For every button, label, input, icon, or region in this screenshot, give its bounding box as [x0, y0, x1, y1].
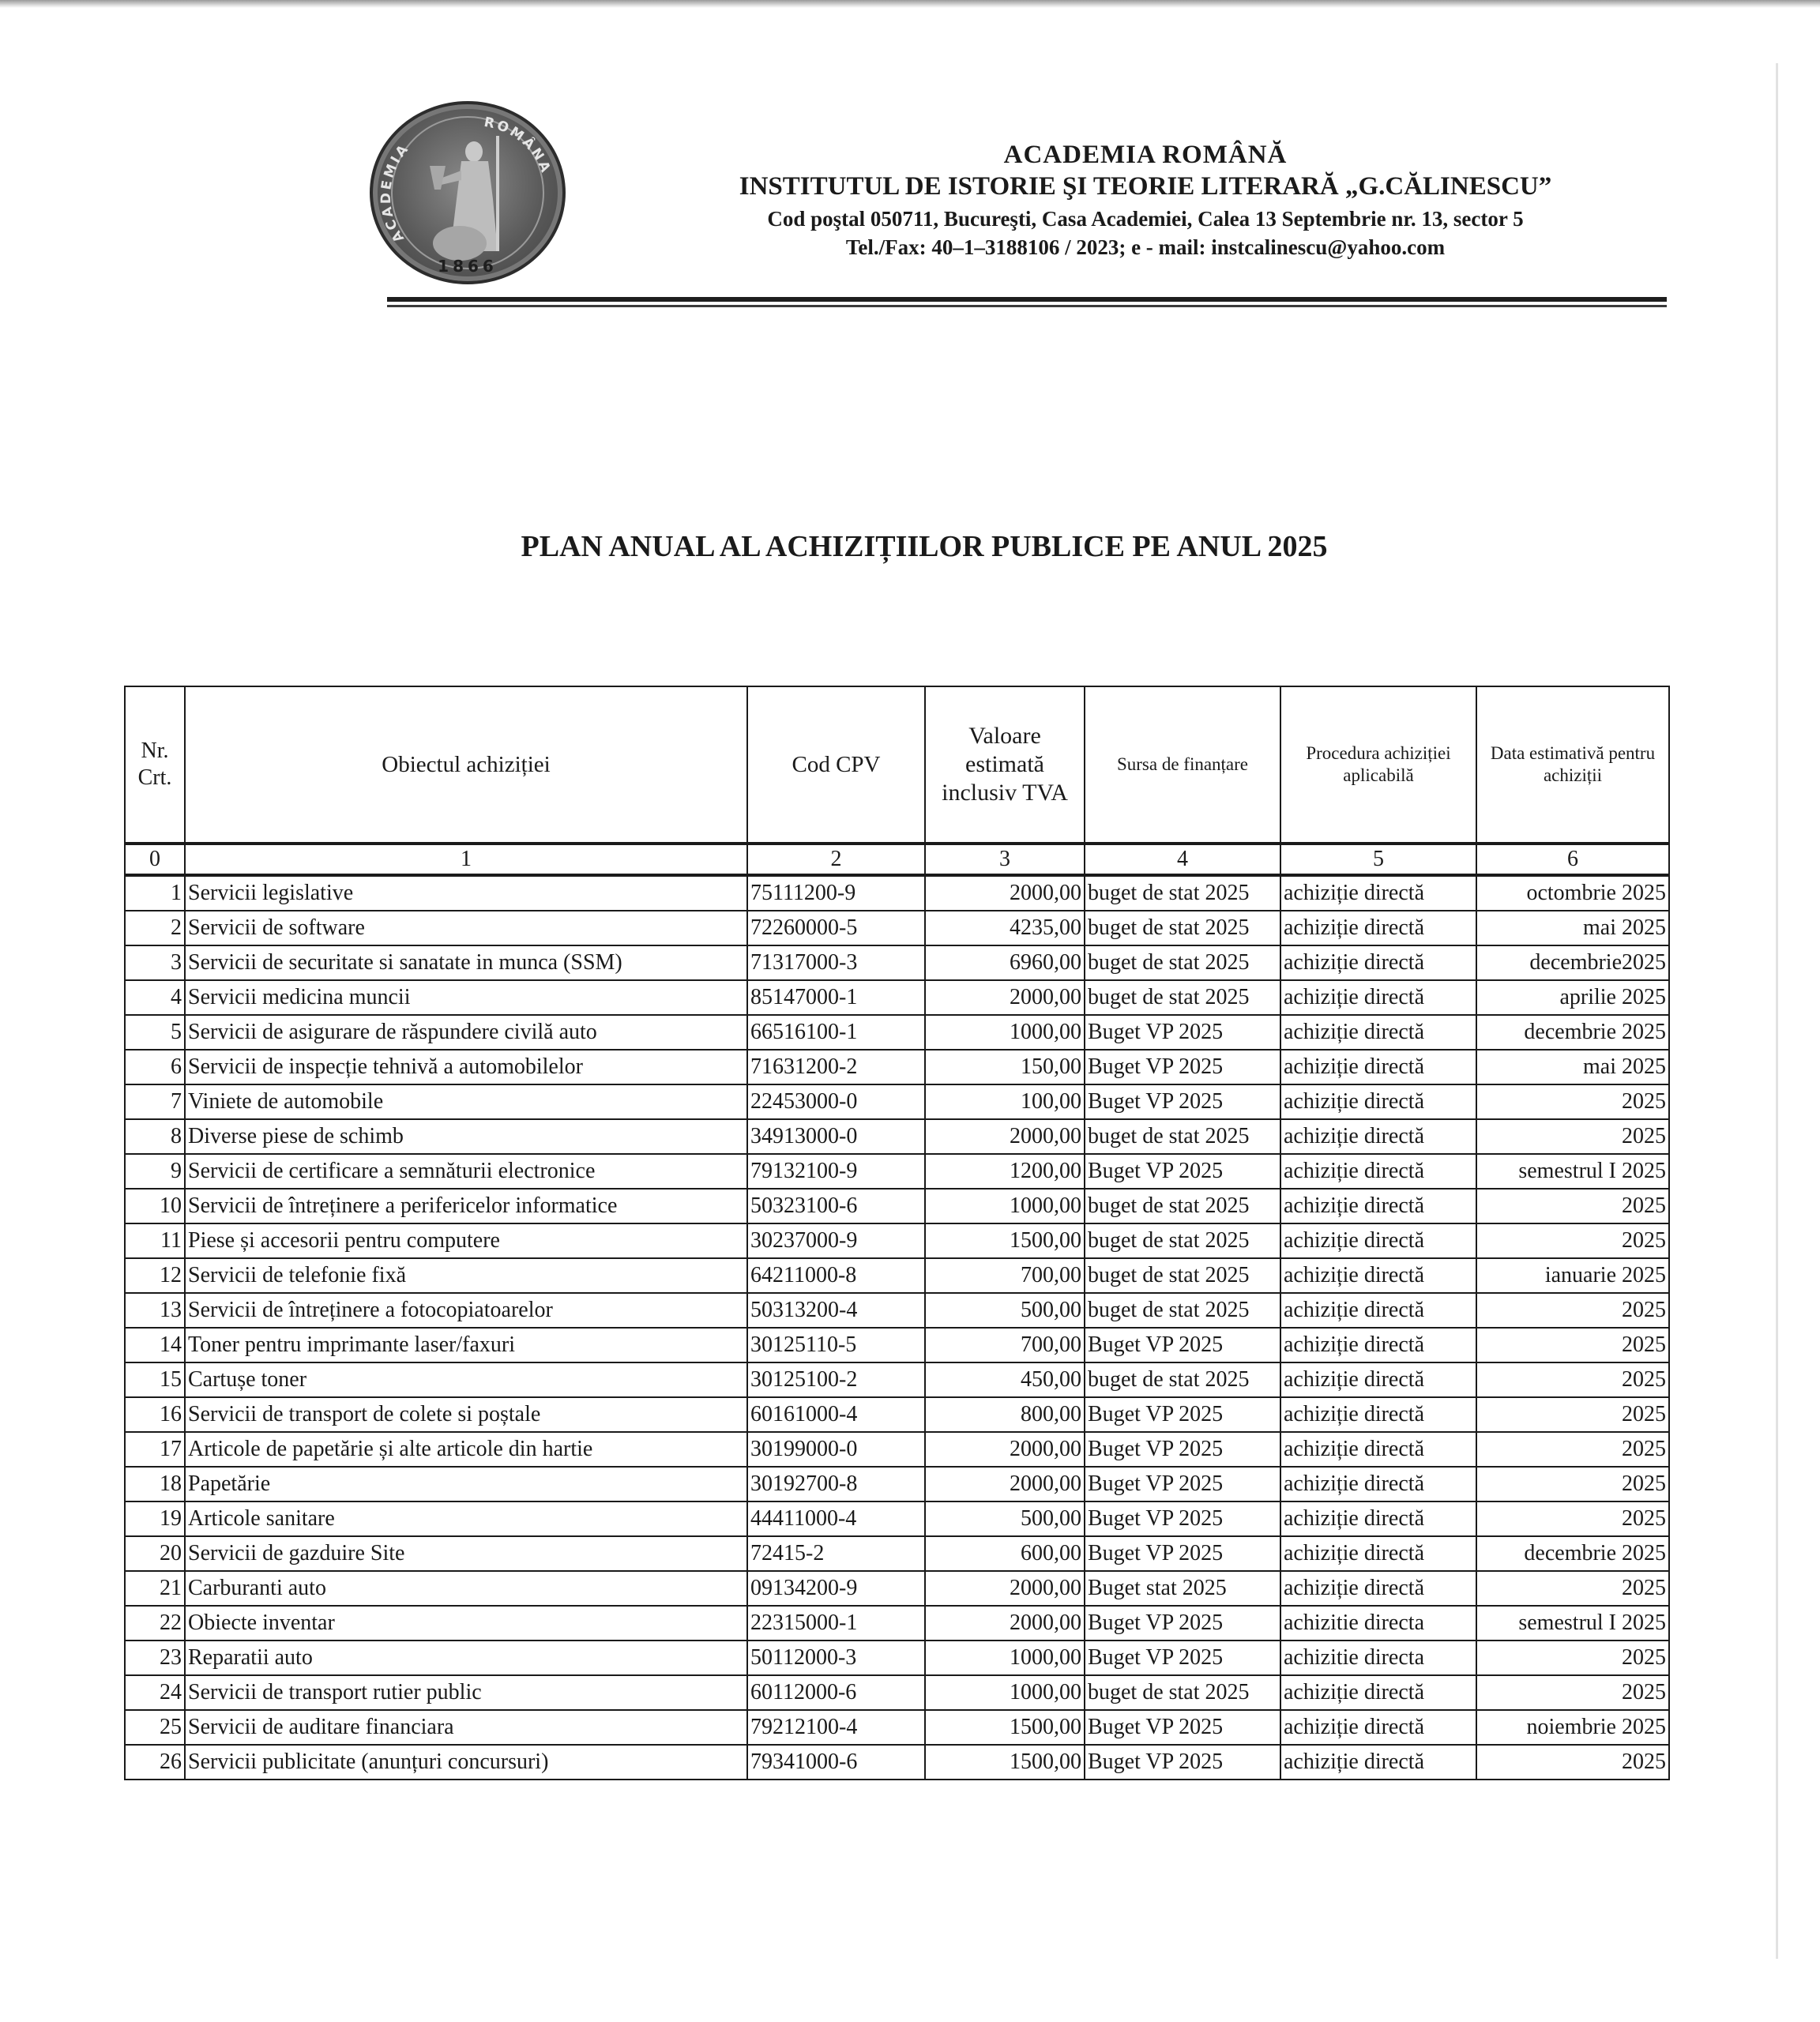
- cell-nr: 10: [125, 1189, 185, 1223]
- cell-nr: 23: [125, 1641, 185, 1675]
- cell-cpv: 30192700-8: [747, 1467, 925, 1501]
- cell-valoare: 700,00: [925, 1328, 1085, 1362]
- cell-nr: 18: [125, 1467, 185, 1501]
- cell-procedura: achiziție directă: [1280, 1154, 1476, 1189]
- cell-data: 2025: [1476, 1293, 1669, 1328]
- cell-cpv: 22315000-1: [747, 1606, 925, 1641]
- cell-nr: 25: [125, 1710, 185, 1745]
- cell-sursa: buget de stat 2025: [1085, 980, 1280, 1015]
- cell-valoare: 2000,00: [925, 1606, 1085, 1641]
- table-row: [125, 1397, 1669, 1432]
- cell-obiect: Toner pentru imprimante laser/faxuri: [185, 1328, 747, 1362]
- cell-sursa: Buget VP 2025: [1085, 1432, 1280, 1467]
- cell-data: aprilie 2025: [1476, 980, 1669, 1015]
- cell-data: mai 2025: [1476, 911, 1669, 945]
- cell-sursa: buget de stat 2025: [1085, 875, 1280, 911]
- cell-valoare: 1500,00: [925, 1710, 1085, 1745]
- table-row: [125, 1606, 1669, 1641]
- cell-obiect: Servicii de inspecție tehnivă a automobilelor: [185, 1050, 747, 1084]
- cell-cpv: 75111200-9: [747, 875, 925, 911]
- cell-nr: 8: [125, 1119, 185, 1154]
- cell-nr: 26: [125, 1745, 185, 1780]
- cell-cpv: 30125100-2: [747, 1362, 925, 1397]
- header-nr: Nr. Crt.: [125, 686, 185, 844]
- column-index: 1: [185, 844, 747, 875]
- table-row: [125, 1432, 1669, 1467]
- cell-obiect: Articole sanitare: [185, 1501, 747, 1536]
- cell-valoare: 1200,00: [925, 1154, 1085, 1189]
- seal-figure-icon: [373, 104, 562, 281]
- cell-data: 2025: [1476, 1397, 1669, 1432]
- cell-data: 2025: [1476, 1362, 1669, 1397]
- cell-nr: 19: [125, 1501, 185, 1536]
- cell-cpv: 71317000-3: [747, 945, 925, 980]
- cell-valoare: 6960,00: [925, 945, 1085, 980]
- cell-nr: 5: [125, 1015, 185, 1050]
- cell-data: 2025: [1476, 1641, 1669, 1675]
- seal-year: 1866: [438, 257, 498, 276]
- cell-cpv: 64211000-8: [747, 1258, 925, 1293]
- table-row: [125, 1258, 1669, 1293]
- table-row: [125, 980, 1669, 1015]
- cell-sursa: buget de stat 2025: [1085, 1293, 1280, 1328]
- cell-obiect: Viniete de automobile: [185, 1084, 747, 1119]
- header-sursa: Sursa de finanțare: [1085, 686, 1280, 844]
- cell-data: decembrie 2025: [1476, 1536, 1669, 1571]
- table-row: [125, 1328, 1669, 1362]
- cell-valoare: 450,00: [925, 1362, 1085, 1397]
- academy-seal-logo: [370, 101, 566, 284]
- cell-data: semestrul I 2025: [1476, 1154, 1669, 1189]
- header-procedura: Procedura achiziției aplicabilă: [1280, 686, 1476, 844]
- cell-sursa: Buget VP 2025: [1085, 1397, 1280, 1432]
- cell-valoare: 2000,00: [925, 1432, 1085, 1467]
- cell-data: ianuarie 2025: [1476, 1258, 1669, 1293]
- cell-nr: 9: [125, 1154, 185, 1189]
- cell-nr: 12: [125, 1258, 185, 1293]
- cell-sursa: buget de stat 2025: [1085, 1223, 1280, 1258]
- cell-cpv: 85147000-1: [747, 980, 925, 1015]
- cell-nr: 16: [125, 1397, 185, 1432]
- cell-valoare: 100,00: [925, 1084, 1085, 1119]
- cell-sursa: Buget VP 2025: [1085, 1641, 1280, 1675]
- cell-cpv: 79212100-4: [747, 1710, 925, 1745]
- column-index: 3: [925, 844, 1085, 875]
- column-index: 5: [1280, 844, 1476, 875]
- cell-valoare: 500,00: [925, 1293, 1085, 1328]
- cell-obiect: Servicii de transport de colete si poștale: [185, 1397, 747, 1432]
- table-header-row: [125, 686, 1669, 844]
- cell-obiect: Servicii legislative: [185, 875, 747, 911]
- cell-nr: 15: [125, 1362, 185, 1397]
- table-row: [125, 1084, 1669, 1119]
- letterhead-divider: [387, 297, 1667, 302]
- cell-cpv: 72415-2: [747, 1536, 925, 1571]
- column-index: 2: [747, 844, 925, 875]
- cell-data: 2025: [1476, 1745, 1669, 1780]
- cell-obiect: Servicii de transport rutier public: [185, 1675, 747, 1710]
- cell-valoare: 2000,00: [925, 1119, 1085, 1154]
- cell-sursa: buget de stat 2025: [1085, 1362, 1280, 1397]
- cell-valoare: 2000,00: [925, 1571, 1085, 1606]
- cell-data: octombrie 2025: [1476, 875, 1669, 911]
- cell-sursa: buget de stat 2025: [1085, 945, 1280, 980]
- cell-cpv: 60161000-4: [747, 1397, 925, 1432]
- table-row: [125, 1536, 1669, 1571]
- cell-cpv: 71631200-2: [747, 1050, 925, 1084]
- seal-text-right: ROMÂNA: [483, 114, 555, 177]
- svg-text:ACADEMIA: [378, 141, 413, 245]
- table-row: [125, 1154, 1669, 1189]
- cell-cpv: 09134200-9: [747, 1571, 925, 1606]
- procurement-plan-table: [124, 686, 1670, 1780]
- cell-nr: 24: [125, 1675, 185, 1710]
- cell-sursa: buget de stat 2025: [1085, 1675, 1280, 1710]
- letterhead-contact: Tel./Fax: 40–1–3188106 / 2023; e - mail: instcalinescu@yahoo.com: [845, 235, 1446, 259]
- cell-valoare: 2000,00: [925, 1467, 1085, 1501]
- cell-sursa: Buget VP 2025: [1085, 1536, 1280, 1571]
- cell-nr: 7: [125, 1084, 185, 1119]
- column-index: 6: [1476, 844, 1669, 875]
- cell-procedura: achiziție directă: [1280, 1397, 1476, 1432]
- table-row: [125, 1119, 1669, 1154]
- cell-procedura: achiziție directă: [1280, 911, 1476, 945]
- table-row: [125, 1362, 1669, 1397]
- cell-cpv: 44411000-4: [747, 1501, 925, 1536]
- cell-valoare: 800,00: [925, 1397, 1085, 1432]
- cell-data: 2025: [1476, 1084, 1669, 1119]
- column-index: 0: [125, 844, 185, 875]
- cell-data: 2025: [1476, 1223, 1669, 1258]
- svg-text:ROMÂNA: [483, 115, 554, 177]
- column-index: 4: [1085, 844, 1280, 875]
- cell-nr: 17: [125, 1432, 185, 1467]
- cell-data: 2025: [1476, 1189, 1669, 1223]
- table-row: [125, 875, 1669, 911]
- cell-cpv: 50112000-3: [747, 1641, 925, 1675]
- cell-sursa: Buget VP 2025: [1085, 1050, 1280, 1084]
- cell-obiect: Servicii de telefonie fixă: [185, 1258, 747, 1293]
- cell-data: decembrie 2025: [1476, 1015, 1669, 1050]
- cell-procedura: achiziție directă: [1280, 1015, 1476, 1050]
- cell-sursa: Buget VP 2025: [1085, 1084, 1280, 1119]
- letterhead-divider-thin: [387, 305, 1667, 307]
- cell-procedura: achiziție directă: [1280, 1675, 1476, 1710]
- table-row: [125, 1501, 1669, 1536]
- cell-sursa: buget de stat 2025: [1085, 911, 1280, 945]
- cell-procedura: achiziție directă: [1280, 1050, 1476, 1084]
- scan-edge: [0, 0, 1820, 8]
- cell-nr: 14: [125, 1328, 185, 1362]
- cell-cpv: 22453000-0: [747, 1084, 925, 1119]
- cell-valoare: 500,00: [925, 1501, 1085, 1536]
- cell-obiect: Servicii de întreținere a perifericelor informatice: [185, 1189, 747, 1223]
- cell-cpv: 30199000-0: [747, 1432, 925, 1467]
- table-row: [125, 1189, 1669, 1223]
- table-row: [125, 1015, 1669, 1050]
- cell-data: 2025: [1476, 1675, 1669, 1710]
- cell-valoare: 1000,00: [925, 1641, 1085, 1675]
- cell-obiect: Servicii de asigurare de răspundere civilă auto: [185, 1015, 747, 1050]
- cell-valoare: 2000,00: [925, 875, 1085, 911]
- cell-obiect: Servicii de securitate si sanatate in munca (SSM): [185, 945, 747, 980]
- table-row: [125, 1710, 1669, 1745]
- cell-obiect: Servicii de software: [185, 911, 747, 945]
- cell-sursa: buget de stat 2025: [1085, 1119, 1280, 1154]
- cell-valoare: 150,00: [925, 1050, 1085, 1084]
- column-index-row: [125, 844, 1669, 875]
- cell-obiect: Papetărie: [185, 1467, 747, 1501]
- cell-nr: 11: [125, 1223, 185, 1258]
- cell-obiect: Reparatii auto: [185, 1641, 747, 1675]
- cell-data: 2025: [1476, 1119, 1669, 1154]
- letterhead-institute: INSTITUTUL DE ISTORIE ŞI TEORIE LITERARĂ „G.CĂLINESCU”: [739, 172, 1552, 201]
- cell-sursa: Buget VP 2025: [1085, 1328, 1280, 1362]
- cell-sursa: buget de stat 2025: [1085, 1189, 1280, 1223]
- cell-data: 2025: [1476, 1501, 1669, 1536]
- cell-obiect: Obiecte inventar: [185, 1606, 747, 1641]
- cell-procedura: achizitie directa: [1280, 1641, 1476, 1675]
- table-row: [125, 945, 1669, 980]
- cell-sursa: Buget VP 2025: [1085, 1467, 1280, 1501]
- table-row: [125, 1675, 1669, 1710]
- cell-obiect: Piese și accesorii pentru computere: [185, 1223, 747, 1258]
- cell-sursa: Buget VP 2025: [1085, 1710, 1280, 1745]
- cell-procedura: achizitie directa: [1280, 1606, 1476, 1641]
- cell-nr: 13: [125, 1293, 185, 1328]
- cell-cpv: 79132100-9: [747, 1154, 925, 1189]
- cell-data: noiembrie 2025: [1476, 1710, 1669, 1745]
- header-cpv: Cod CPV: [747, 686, 925, 844]
- scan-edge-right: [1776, 63, 1778, 1959]
- cell-obiect: Servicii medicina muncii: [185, 980, 747, 1015]
- header-data: Data estimativă pentru achiziții: [1476, 686, 1669, 844]
- cell-obiect: Servicii de întreținere a fotocopiatoarelor: [185, 1293, 747, 1328]
- cell-procedura: achiziție directă: [1280, 1432, 1476, 1467]
- cell-obiect: Diverse piese de schimb: [185, 1119, 747, 1154]
- cell-data: semestrul I 2025: [1476, 1606, 1669, 1641]
- cell-procedura: achiziție directă: [1280, 875, 1476, 911]
- cell-cpv: 66516100-1: [747, 1015, 925, 1050]
- cell-sursa: Buget VP 2025: [1085, 1015, 1280, 1050]
- cell-obiect: Servicii de gazduire Site: [185, 1536, 747, 1571]
- cell-data: 2025: [1476, 1432, 1669, 1467]
- cell-procedura: achiziție directă: [1280, 1189, 1476, 1223]
- cell-cpv: 60112000-6: [747, 1675, 925, 1710]
- cell-valoare: 700,00: [925, 1258, 1085, 1293]
- cell-nr: 2: [125, 911, 185, 945]
- cell-sursa: Buget VP 2025: [1085, 1745, 1280, 1780]
- cell-procedura: achiziție directă: [1280, 1571, 1476, 1606]
- cell-sursa: Buget VP 2025: [1085, 1154, 1280, 1189]
- cell-sursa: Buget stat 2025: [1085, 1571, 1280, 1606]
- header-obiect: Obiectul achiziției: [185, 686, 747, 844]
- cell-data: decembrie2025: [1476, 945, 1669, 980]
- cell-valoare: 1000,00: [925, 1015, 1085, 1050]
- cell-cpv: 34913000-0: [747, 1119, 925, 1154]
- cell-cpv: 50313200-4: [747, 1293, 925, 1328]
- table-row: [125, 1467, 1669, 1501]
- table-row: [125, 1050, 1669, 1084]
- cell-procedura: achiziție directă: [1280, 1119, 1476, 1154]
- cell-obiect: Carburanti auto: [185, 1571, 747, 1606]
- cell-procedura: achiziție directă: [1280, 1501, 1476, 1536]
- cell-cpv: 30125110-5: [747, 1328, 925, 1362]
- document-title: PLAN ANUAL AL ACHIZIȚIILOR PUBLICE PE ANUL 2025: [521, 530, 1328, 563]
- cell-procedura: achiziție directă: [1280, 945, 1476, 980]
- cell-valoare: 1000,00: [925, 1189, 1085, 1223]
- cell-valoare: 1500,00: [925, 1745, 1085, 1780]
- cell-nr: 3: [125, 945, 185, 980]
- cell-sursa: buget de stat 2025: [1085, 1258, 1280, 1293]
- cell-cpv: 30237000-9: [747, 1223, 925, 1258]
- table-row: [125, 1223, 1669, 1258]
- table-row: [125, 911, 1669, 945]
- table-row: [125, 1641, 1669, 1675]
- header-valoare: Valoare estimată inclusiv TVA: [925, 686, 1085, 844]
- cell-obiect: Servicii de auditare financiara: [185, 1710, 747, 1745]
- cell-nr: 20: [125, 1536, 185, 1571]
- cell-nr: 22: [125, 1606, 185, 1641]
- cell-procedura: achiziție directă: [1280, 1467, 1476, 1501]
- cell-nr: 21: [125, 1571, 185, 1606]
- cell-procedura: achiziție directă: [1280, 1710, 1476, 1745]
- table-body: [125, 875, 1669, 1780]
- cell-procedura: achiziție directă: [1280, 1362, 1476, 1397]
- cell-data: 2025: [1476, 1571, 1669, 1606]
- cell-nr: 1: [125, 875, 185, 911]
- cell-procedura: achiziție directă: [1280, 1328, 1476, 1362]
- cell-procedura: achiziție directă: [1280, 980, 1476, 1015]
- cell-obiect: Servicii publicitate (anunțuri concursuri): [185, 1745, 747, 1780]
- cell-procedura: achiziție directă: [1280, 1536, 1476, 1571]
- cell-nr: 4: [125, 980, 185, 1015]
- cell-procedura: achiziție directă: [1280, 1258, 1476, 1293]
- cell-data: 2025: [1476, 1328, 1669, 1362]
- cell-valoare: 1500,00: [925, 1223, 1085, 1258]
- cell-valoare: 600,00: [925, 1536, 1085, 1571]
- cell-cpv: 72260000-5: [747, 911, 925, 945]
- table-row: [125, 1293, 1669, 1328]
- seal-text-left: ACADEMIA: [378, 140, 413, 246]
- cell-valoare: 4235,00: [925, 911, 1085, 945]
- cell-procedura: achiziție directă: [1280, 1293, 1476, 1328]
- cell-valoare: 1000,00: [925, 1675, 1085, 1710]
- cell-procedura: achiziție directă: [1280, 1084, 1476, 1119]
- cell-cpv: 79341000-6: [747, 1745, 925, 1780]
- table-row: [125, 1571, 1669, 1606]
- cell-obiect: Servicii de certificare a semnăturii electronice: [185, 1154, 747, 1189]
- cell-valoare: 2000,00: [925, 980, 1085, 1015]
- cell-procedura: achiziție directă: [1280, 1745, 1476, 1780]
- cell-cpv: 50323100-6: [747, 1189, 925, 1223]
- cell-data: mai 2025: [1476, 1050, 1669, 1084]
- cell-data: 2025: [1476, 1467, 1669, 1501]
- cell-obiect: Articole de papetărie și alte articole din hartie: [185, 1432, 747, 1467]
- table-row: [125, 1745, 1669, 1780]
- cell-procedura: achiziție directă: [1280, 1223, 1476, 1258]
- cell-sursa: Buget VP 2025: [1085, 1501, 1280, 1536]
- cell-nr: 6: [125, 1050, 185, 1084]
- letterhead-academy: ACADEMIA ROMÂNĂ: [1003, 141, 1288, 169]
- cell-sursa: Buget VP 2025: [1085, 1606, 1280, 1641]
- letterhead-address: Cod poştal 050711, Bucureşti, Casa Academiei, Calea 13 Septembrie nr. 13, sector 5: [767, 207, 1524, 231]
- cell-obiect: Cartușe toner: [185, 1362, 747, 1397]
